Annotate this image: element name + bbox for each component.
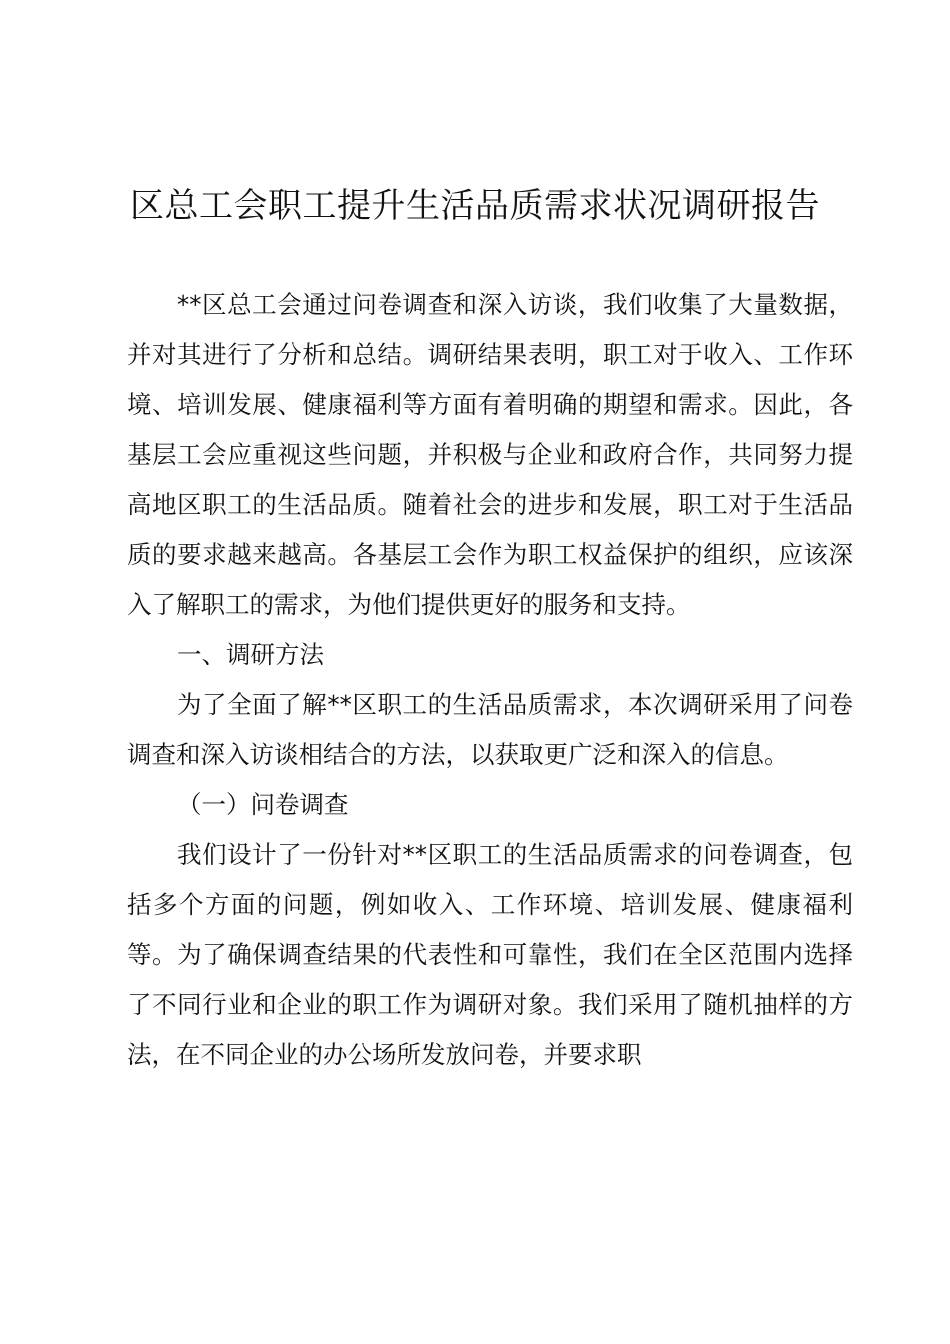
- section-heading-methods: 一、调研方法: [177, 640, 324, 669]
- methods-paragraph: 为了全面了解**区职工的生活品质需求，本次调研采用了问卷调查和深入访谈相结合的方法，以获取更广泛和深入的信息。: [127, 690, 853, 769]
- document-body: [127, 280, 853, 1080]
- questionnaire-paragraph: 我们设计了一份针对**区职工的生活品质需求的问卷调查，包括多个方面的问题，例如收入、工作环境、培训发展、健康福利等。为了确保调查结果的代表性和可靠性，我们在全区范围内选择了不同行业和企业的职工作为调研对象。我们采用了随机抽样的方法，在不同企业的办公场所发放问卷，并要求职: [127, 840, 853, 1069]
- document-title: 区总工会职工提升生活品质需求状况调研报告: [130, 186, 820, 226]
- intro-paragraph: **区总工会通过问卷调查和深入访谈，我们收集了大量数据，并对其进行了分析和总结。调研结果表明，职工对于收入、工作环境、培训发展、健康福利等方面有着明确的期望和需求。因此，各基层工会应重视这些问题，并积极与企业和政府合作，共同努力提高地区职工的生活品质。随着社会的进步和发展，职工对于生活品质的要求越来越高。各基层工会作为职工权益保护的组织，应该深入了解职工的需求，为他们提供更好的服务和支持。: [127, 290, 853, 619]
- subsection-heading-questionnaire: （一）问卷调查: [177, 790, 349, 819]
